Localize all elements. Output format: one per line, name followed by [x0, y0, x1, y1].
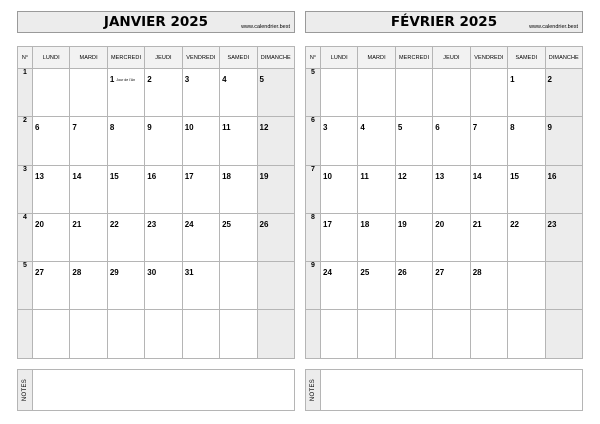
- day-number: 3: [184, 75, 190, 84]
- weekday-header: VENDREDI: [182, 47, 219, 69]
- day-number: 12: [259, 123, 269, 133]
- weekday-header: MERCREDI: [395, 47, 432, 69]
- notes-label: [306, 370, 321, 410]
- day-number: 14: [72, 171, 82, 181]
- day-cell[interactable]: [220, 117, 257, 165]
- day-cell[interactable]: [70, 117, 107, 165]
- day-number: 16: [547, 171, 557, 181]
- day-number: 22: [510, 219, 520, 229]
- day-cell[interactable]: [508, 117, 545, 165]
- day-cell[interactable]: [358, 310, 395, 358]
- day-number: 21: [472, 219, 482, 229]
- notes-box[interactable]: [305, 369, 583, 411]
- day-cell[interactable]: [145, 69, 182, 117]
- week-number: [306, 310, 321, 358]
- day-cell[interactable]: [395, 69, 432, 117]
- day-number: 10: [184, 123, 194, 133]
- day-cell[interactable]: [433, 69, 470, 117]
- day-cell[interactable]: [470, 165, 507, 213]
- day-cell[interactable]: [182, 310, 219, 358]
- day-cell[interactable]: [220, 165, 257, 213]
- weekday-header: DIMANCHE: [257, 47, 294, 69]
- day-cell[interactable]: [470, 69, 507, 117]
- day-cell[interactable]: [470, 310, 507, 358]
- week-number-header: N°: [18, 47, 33, 69]
- day-number: 2: [147, 75, 152, 84]
- day-number: 12: [397, 171, 407, 181]
- day-cell[interactable]: [433, 213, 470, 261]
- day-number: 24: [323, 268, 332, 278]
- weekday-header: MERCREDI: [107, 47, 144, 69]
- day-number: 18: [222, 171, 232, 181]
- day-number: 13: [35, 171, 44, 181]
- day-cell[interactable]: [257, 310, 294, 358]
- day-cell[interactable]: [220, 310, 257, 358]
- day-cell[interactable]: [220, 262, 257, 310]
- day-cell[interactable]: [395, 165, 432, 213]
- week-number: 4: [18, 213, 33, 261]
- day-cell[interactable]: [70, 213, 107, 261]
- day-cell[interactable]: [433, 165, 470, 213]
- week-number: 5: [18, 262, 33, 310]
- week-number: 2: [18, 117, 33, 165]
- day-number: 10: [323, 171, 332, 181]
- notes-box[interactable]: [17, 369, 295, 411]
- day-number: 8: [109, 123, 115, 133]
- week-row: [18, 310, 295, 358]
- day-number: 26: [397, 268, 407, 278]
- day-number: 6: [435, 123, 440, 133]
- day-cell[interactable]: [145, 117, 182, 165]
- day-cell[interactable]: [545, 213, 582, 261]
- weekday-header: DIMANCHE: [545, 47, 582, 69]
- day-cell[interactable]: [545, 165, 582, 213]
- site-url: www.calendrier.best: [241, 24, 290, 30]
- week-row: [18, 213, 295, 261]
- day-cell[interactable]: [145, 262, 182, 310]
- day-number: 9: [547, 123, 552, 133]
- calendar-grid: [17, 46, 295, 359]
- day-cell[interactable]: [470, 213, 507, 261]
- day-number: 19: [259, 171, 269, 181]
- week-row: [18, 69, 295, 117]
- day-cell[interactable]: [321, 262, 358, 310]
- day-cell[interactable]: [545, 310, 582, 358]
- week-row: [306, 69, 583, 117]
- day-number: 14: [472, 171, 482, 181]
- day-cell[interactable]: [358, 262, 395, 310]
- month-header: [17, 11, 295, 33]
- day-cell[interactable]: [321, 213, 358, 261]
- day-cell[interactable]: [257, 262, 294, 310]
- week-row: [306, 262, 583, 310]
- day-cell[interactable]: [33, 310, 70, 358]
- day-number: 7: [72, 123, 77, 133]
- day-number: 2: [547, 75, 552, 84]
- day-number: 16: [147, 171, 157, 181]
- month-title: JANVIER 2025: [103, 14, 209, 30]
- day-cell[interactable]: [70, 310, 107, 358]
- week-row: [18, 117, 295, 165]
- day-cell[interactable]: [257, 165, 294, 213]
- week-row: [18, 262, 295, 310]
- weekday-header: VENDREDI: [470, 47, 507, 69]
- day-cell[interactable]: [508, 69, 545, 117]
- day-number: 8: [510, 123, 515, 133]
- day-cell[interactable]: [182, 69, 219, 117]
- calendar-grid: [305, 46, 583, 359]
- day-cell[interactable]: [33, 165, 70, 213]
- day-number: 13: [435, 171, 445, 181]
- notes-label-text: NOTES: [22, 378, 28, 402]
- week-row: [306, 165, 583, 213]
- day-cell[interactable]: [358, 213, 395, 261]
- holiday-label: Jour de l'An: [116, 78, 136, 82]
- day-number: 18: [360, 219, 370, 229]
- weekday-header: MARDI: [358, 47, 395, 69]
- site-url: www.calendrier.best: [529, 24, 578, 30]
- day-cell[interactable]: [321, 117, 358, 165]
- weekday-header-row: [18, 47, 295, 69]
- month-header: [305, 11, 583, 33]
- day-number: 23: [547, 219, 557, 229]
- day-number: 9: [147, 123, 152, 133]
- week-number: 5: [306, 69, 321, 117]
- weekday-header: SAMEDI: [220, 47, 257, 69]
- day-cell[interactable]: [395, 262, 432, 310]
- weekday-header: JEUDI: [433, 47, 470, 69]
- day-number: 25: [360, 268, 370, 278]
- day-number: 29: [109, 268, 119, 278]
- day-cell[interactable]: [545, 117, 582, 165]
- day-number: 4: [222, 75, 227, 84]
- day-number: 28: [472, 268, 482, 278]
- day-cell[interactable]: [508, 213, 545, 261]
- week-number: 6: [306, 117, 321, 165]
- day-cell[interactable]: [321, 310, 358, 358]
- weekday-header: LUNDI: [33, 47, 70, 69]
- day-cell[interactable]: [257, 117, 294, 165]
- day-cell[interactable]: [508, 262, 545, 310]
- day-cell[interactable]: [107, 117, 144, 165]
- day-cell[interactable]: [33, 117, 70, 165]
- day-cell[interactable]: [70, 165, 107, 213]
- day-cell[interactable]: [321, 69, 358, 117]
- day-cell[interactable]: [257, 69, 294, 117]
- day-cell[interactable]: [107, 69, 144, 117]
- day-number: 15: [109, 171, 119, 181]
- day-number: 15: [510, 171, 520, 181]
- day-number: 3: [323, 123, 328, 133]
- day-cell[interactable]: [433, 262, 470, 310]
- day-cell[interactable]: [145, 310, 182, 358]
- day-number: 30: [147, 268, 157, 278]
- week-number-header: N°: [306, 47, 321, 69]
- weekday-header-row: [306, 47, 583, 69]
- day-cell[interactable]: [321, 165, 358, 213]
- day-cell[interactable]: [433, 117, 470, 165]
- day-cell[interactable]: [358, 117, 395, 165]
- day-cell[interactable]: [33, 262, 70, 310]
- day-cell[interactable]: [433, 310, 470, 358]
- day-cell[interactable]: [145, 213, 182, 261]
- week-number: 8: [306, 213, 321, 261]
- day-cell[interactable]: [182, 262, 219, 310]
- day-number: 21: [72, 219, 82, 229]
- week-number: [18, 310, 33, 358]
- day-number: 6: [35, 123, 40, 133]
- day-number: 25: [222, 219, 232, 229]
- month-title: FÉVRIER 2025: [390, 14, 498, 30]
- day-number: 17: [184, 171, 194, 181]
- day-cell[interactable]: [33, 213, 70, 261]
- notes-label: [18, 370, 33, 410]
- day-cell[interactable]: [182, 213, 219, 261]
- day-number: 5: [397, 123, 403, 133]
- week-row: [18, 165, 295, 213]
- day-number: 17: [323, 219, 332, 229]
- week-row: [306, 117, 583, 165]
- day-cell[interactable]: [182, 117, 219, 165]
- day-cell[interactable]: [33, 69, 70, 117]
- day-cell[interactable]: [358, 165, 395, 213]
- week-number: 1: [18, 69, 33, 117]
- day-cell[interactable]: [182, 165, 219, 213]
- day-cell[interactable]: [470, 117, 507, 165]
- day-cell[interactable]: [545, 69, 582, 117]
- day-cell[interactable]: [508, 165, 545, 213]
- day-cell[interactable]: [220, 69, 257, 117]
- week-row: [306, 310, 583, 358]
- day-number: 11: [360, 171, 369, 181]
- week-number: 7: [306, 165, 321, 213]
- weekday-header: LUNDI: [321, 47, 358, 69]
- day-cell[interactable]: [107, 262, 144, 310]
- day-number: 28: [72, 268, 82, 278]
- day-cell[interactable]: [395, 117, 432, 165]
- day-number: 24: [184, 219, 194, 229]
- day-cell[interactable]: [545, 262, 582, 310]
- day-number: 1: [109, 75, 115, 84]
- day-cell[interactable]: [257, 213, 294, 261]
- day-number: 5: [259, 75, 264, 84]
- day-cell[interactable]: [508, 310, 545, 358]
- day-number: 7: [472, 123, 478, 133]
- day-cell[interactable]: [470, 262, 507, 310]
- day-cell[interactable]: [145, 165, 182, 213]
- day-cell[interactable]: [70, 262, 107, 310]
- day-number: 27: [35, 268, 44, 278]
- day-cell[interactable]: [70, 69, 107, 117]
- week-number: 9: [306, 262, 321, 310]
- notes-label-text: NOTES: [310, 378, 316, 402]
- day-number: 26: [259, 219, 269, 229]
- day-number: 11: [222, 123, 231, 133]
- day-cell[interactable]: [220, 213, 257, 261]
- day-number: 20: [435, 219, 445, 229]
- day-number: 27: [435, 268, 445, 278]
- day-cell[interactable]: [395, 213, 432, 261]
- day-number: 31: [184, 268, 194, 278]
- week-row: [306, 213, 583, 261]
- day-cell[interactable]: [395, 310, 432, 358]
- week-number: 3: [18, 165, 33, 213]
- weekday-header: SAMEDI: [508, 47, 545, 69]
- weekday-header: JEUDI: [145, 47, 182, 69]
- weekday-header: MARDI: [70, 47, 107, 69]
- day-number: 20: [35, 219, 44, 229]
- day-number: 4: [360, 123, 365, 133]
- day-cell[interactable]: [107, 165, 144, 213]
- day-cell[interactable]: [107, 310, 144, 358]
- day-cell[interactable]: [107, 213, 144, 261]
- day-number: 23: [147, 219, 157, 229]
- day-cell[interactable]: [358, 69, 395, 117]
- day-number: 19: [397, 219, 407, 229]
- day-number: 22: [109, 219, 119, 229]
- day-number: 1: [510, 75, 515, 84]
